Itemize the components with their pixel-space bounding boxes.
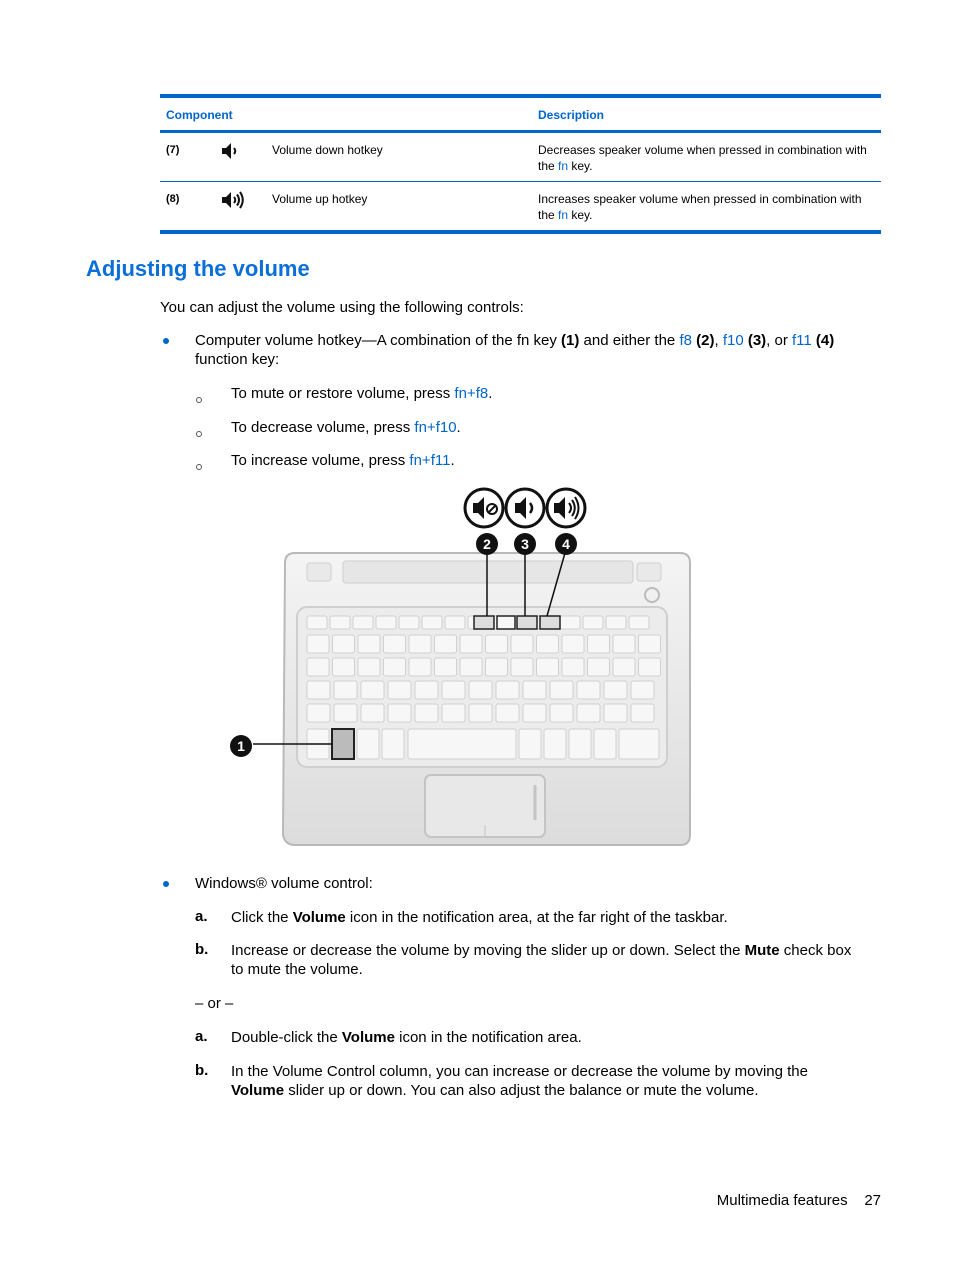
step-text: Click the Volume icon in the notification area, at the far right of the taskbar. <box>231 909 728 926</box>
keyboard-key <box>334 704 357 722</box>
bullet-marker <box>163 338 169 344</box>
keyboard-key <box>442 681 465 699</box>
sub-bullet-marker <box>196 397 202 403</box>
keyboard-key <box>594 729 616 759</box>
keyboard-key <box>307 681 330 699</box>
keyboard-key <box>361 704 384 722</box>
keyboard-key <box>358 635 380 653</box>
keyboard-key <box>460 658 482 676</box>
keyboard-key <box>629 616 649 629</box>
speaker-low-icon <box>214 132 266 182</box>
keyboard-key <box>544 729 566 759</box>
keyboard-key <box>577 704 600 722</box>
keyboard-key <box>537 658 559 676</box>
keyboard-key <box>330 616 350 629</box>
footer-section: Multimedia features <box>716 1192 848 1209</box>
keyboard-key <box>415 704 438 722</box>
keyboard-key <box>631 704 654 722</box>
keyboard-key <box>588 658 610 676</box>
page-number: 27 <box>864 1192 881 1209</box>
component-description: Increases speaker volume when pressed in combination with the fn key. <box>538 192 862 222</box>
keyboard-key <box>384 658 406 676</box>
step-label: b. <box>195 1062 209 1079</box>
keyboard-key <box>333 635 355 653</box>
keyboard-key <box>639 635 661 653</box>
keyboard-key <box>550 704 573 722</box>
keyboard-key <box>511 635 533 653</box>
keyboard-key <box>460 635 482 653</box>
keyboard-key <box>388 704 411 722</box>
step-text: Double-click the Volume icon in the notification area. <box>231 1029 582 1046</box>
svg-text:3: 3 <box>521 536 529 552</box>
sub-bullet-marker <box>196 431 202 437</box>
keyboard-key <box>486 658 508 676</box>
svg-text:2: 2 <box>483 536 491 552</box>
step-label: a. <box>195 908 208 925</box>
sub-bullet-marker <box>196 464 202 470</box>
section-title: Adjusting the volume <box>86 256 310 281</box>
bullet-marker <box>163 881 169 887</box>
keyboard-key <box>519 729 541 759</box>
speaker-high-icon <box>214 182 266 233</box>
or-separator: – or – <box>195 995 234 1012</box>
keyboard-key <box>435 635 457 653</box>
table-header <box>160 98 881 132</box>
volume-up-icon <box>547 489 585 527</box>
keyboard-key <box>511 658 533 676</box>
keyboard-key <box>334 681 357 699</box>
keyboard-key <box>358 658 380 676</box>
keyboard-key <box>496 704 519 722</box>
keyboard-key <box>577 681 600 699</box>
keyboard-key <box>361 681 384 699</box>
row-number: (7) <box>166 144 180 156</box>
keyboard-key <box>442 704 465 722</box>
keyboard-key <box>606 616 626 629</box>
sub-item-increase: To increase volume, press fn+f11. <box>231 452 455 469</box>
table-row <box>160 182 881 233</box>
row-number: (8) <box>166 193 180 205</box>
keyboard-key <box>613 635 635 653</box>
mute-speaker-icon <box>465 489 503 527</box>
volume-down-icon <box>506 489 544 527</box>
keyboard-key <box>408 729 516 759</box>
keyboard-key <box>409 635 431 653</box>
step-label: b. <box>195 941 209 958</box>
keyboard-key <box>357 729 379 759</box>
keyboard-key <box>523 704 546 722</box>
step-label: a. <box>195 1028 208 1045</box>
keyboard-key <box>307 616 327 629</box>
svg-text:4: 4 <box>562 536 570 552</box>
svg-text:1: 1 <box>237 738 245 754</box>
keyboard-key <box>560 616 580 629</box>
component-name: Volume up hotkey <box>272 192 368 206</box>
keyboard-key <box>619 729 659 759</box>
keyboard-key <box>562 635 584 653</box>
keyboard-key <box>562 658 584 676</box>
step-text: In the Volume Control column, you can increase or decrease the volume by moving the Volume slider up or down. You can also adjust the balance or mute the volume. <box>231 1063 808 1099</box>
keyboard-key <box>307 658 329 676</box>
keyboard-key <box>469 704 492 722</box>
sub-item-mute: To mute or restore volume, press fn+f8. <box>231 385 493 402</box>
keyboard-key <box>382 729 404 759</box>
callout-4 <box>555 533 577 555</box>
keyboard-key <box>409 658 431 676</box>
keyboard-key <box>523 681 546 699</box>
callout-2 <box>476 533 498 555</box>
callout-3 <box>514 533 536 555</box>
keyboard-key <box>376 616 396 629</box>
keyboard-key <box>583 616 603 629</box>
keyboard-key <box>496 681 519 699</box>
callout-1 <box>230 735 252 757</box>
keyboard-key <box>469 681 492 699</box>
keyboard-key <box>631 681 654 699</box>
keyboard-key <box>307 635 329 653</box>
component-table <box>160 94 881 234</box>
intro-text: You can adjust the volume using the following controls: <box>160 299 524 316</box>
keyboard-key <box>384 635 406 653</box>
keyboard-key <box>399 616 419 629</box>
bullet-windows: Windows® volume control: <box>195 875 373 892</box>
bullet-hotkey: Computer volume hotkey—A combination of the fn key (1) and either the f8 (2), f10 (3), or f11 (4) function key: <box>195 332 835 368</box>
keyboard-key <box>333 658 355 676</box>
keyboard-key <box>588 635 610 653</box>
component-description: Decreases speaker volume when pressed in combination with the fn key. <box>538 143 867 173</box>
keyboard-key <box>415 681 438 699</box>
header-component: Component <box>166 108 233 122</box>
keyboard-key <box>604 704 627 722</box>
table-row <box>160 132 881 182</box>
page-footer <box>717 1192 881 1209</box>
keyboard-key <box>486 635 508 653</box>
header-description: Description <box>538 108 605 122</box>
keyboard-key <box>422 616 442 629</box>
keyboard-key <box>388 681 411 699</box>
keyboard-illustration <box>225 485 695 850</box>
keyboard-key <box>639 658 661 676</box>
keyboard-key <box>569 729 591 759</box>
component-name: Volume down hotkey <box>272 143 383 157</box>
keyboard-key <box>353 616 373 629</box>
keyboard-key <box>604 681 627 699</box>
keyboard-key <box>435 658 457 676</box>
keyboard-key <box>550 681 573 699</box>
keyboard-key <box>537 635 559 653</box>
keyboard-key <box>445 616 465 629</box>
step-text: Increase or decrease the volume by moving the slider up or down. Select the Mute check box to mute the volume. <box>231 942 852 978</box>
keyboard-key <box>613 658 635 676</box>
keyboard-key <box>307 704 330 722</box>
sub-item-decrease: To decrease volume, press fn+f10. <box>231 419 461 436</box>
